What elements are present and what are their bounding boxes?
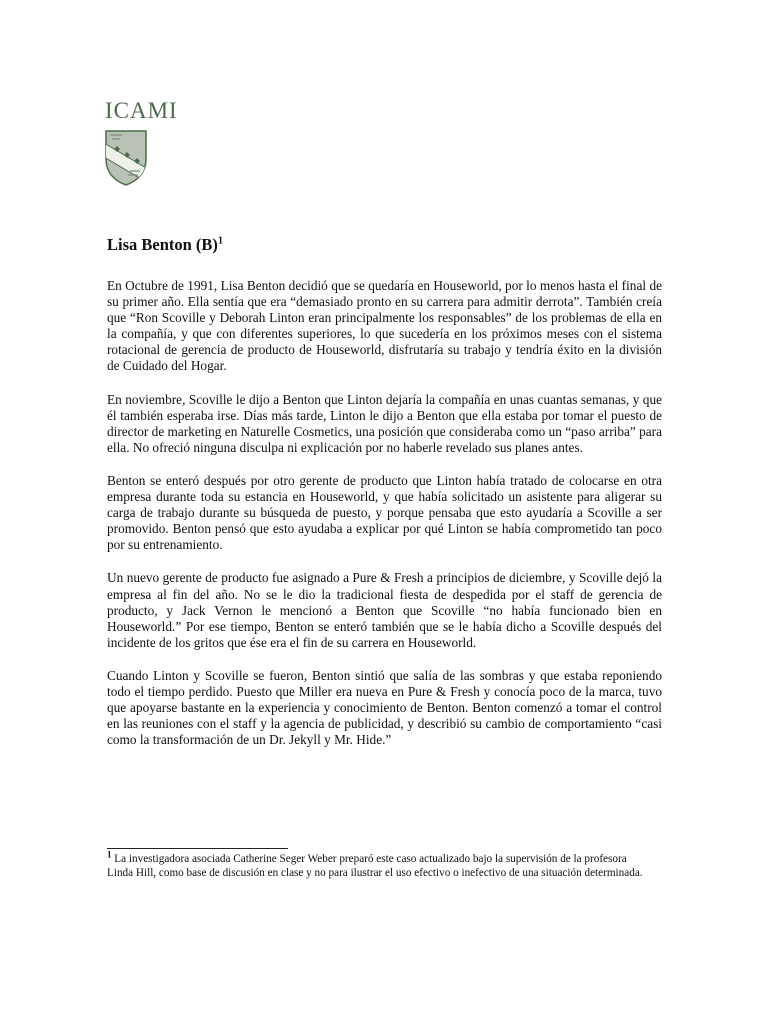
title-text: Lisa Benton (B) <box>107 235 218 254</box>
body-paragraph: En Octubre de 1991, Lisa Benton decidió que se quedaría en Houseworld, por lo menos hasta el final de su primer año. Ella sentía que era “demasiado pronto en su carrera para admitir derrota”. También creía que “Ron Scoville y Deborah Linton eran principalmente los responsables” de los problemas de ella en la compañía, y que con diferentes superiores, lo que sucedería en los próximos meses con el sistema rotacional de gerencia de producto de Houseworld, disfrutaría su trabajo y tendría éxito en la división de Cuidado del Hogar. <box>107 278 662 374</box>
body-paragraph: Un nuevo gerente de producto fue asignado a Pure & Fresh a principios de diciembre, y Scoville dejó la empresa al fin del año. No se le dio la tradicional fiesta de despedida por el staff de gerencia de producto, y Jack Vernon le mencionó a Benton que Scoville “no había funcionado bien en Houseworld.” Por ese tiempo, Benton se enteró también que se le había dicho a Scoville después del incidente de los gritos que ése era el fin de su carrera en Houseworld. <box>107 570 662 650</box>
footnote-mark: 1 <box>107 849 112 860</box>
logo-text: ICAMI <box>105 98 178 123</box>
icami-logo <box>104 99 184 187</box>
title-footnote-mark: 1 <box>217 235 223 247</box>
footnote <box>107 849 647 880</box>
document-title <box>107 234 223 256</box>
body-paragraph: Cuando Linton y Scoville se fueron, Benton sintió que salía de las sombras y que estaba reponiendo todo el tiempo perdido. Puesto que Miller era nueva en Pure & Fresh y conocía poco de la marca, tuvo que apoyarse bastante en la experiencia y conocimiento de Benton. Benton comenzó a tomar el control en las reuniones con el staff y la agencia de publicidad, y describió su cambio de comportamiento “casi como la transformación de un Dr. Jekyll y Mr. Hide.” <box>107 667 662 748</box>
document-body <box>107 278 662 765</box>
body-paragraph: En noviembre, Scoville le dijo a Benton que Linton dejaría la compañía en unas cuantas semanas, y que él también esperaba irse. Días más tarde, Linton le dijo a Benton que ella estaba por tomar el puesto de director de marketing en Naturelle Cosmetics, una posición que consideraba como un “paso arriba” para ella. No ofreció ninguna disculpa ni explicación por no haberle revelado sus planes antes. <box>107 391 662 455</box>
footnote-text: La investigadora asociada Catherine Seger Weber preparó este caso actualizado bajo la supervisión de la profesora Linda Hill, como base de discusión en clase y no para ilustrar el uso efectivo o inefectivo de una situación determinada. <box>107 853 643 879</box>
shield-crest-icon <box>104 129 148 187</box>
body-paragraph: Benton se enteró después por otro gerente de producto que Linton había tratado de colocarse en otra empresa durante toda su estancia en Houseworld, y que había solicitado un asistente para aligerar su carga de trabajo durante su búsqueda de puesto, y porque pensaba que esto ayudaría a Scoville a ser promovido. Benton pensó que esto ayudaba a explicar por qué Linton se había comprometido tan poco por su entrenamiento. <box>107 472 662 553</box>
footnote-divider <box>107 848 288 849</box>
